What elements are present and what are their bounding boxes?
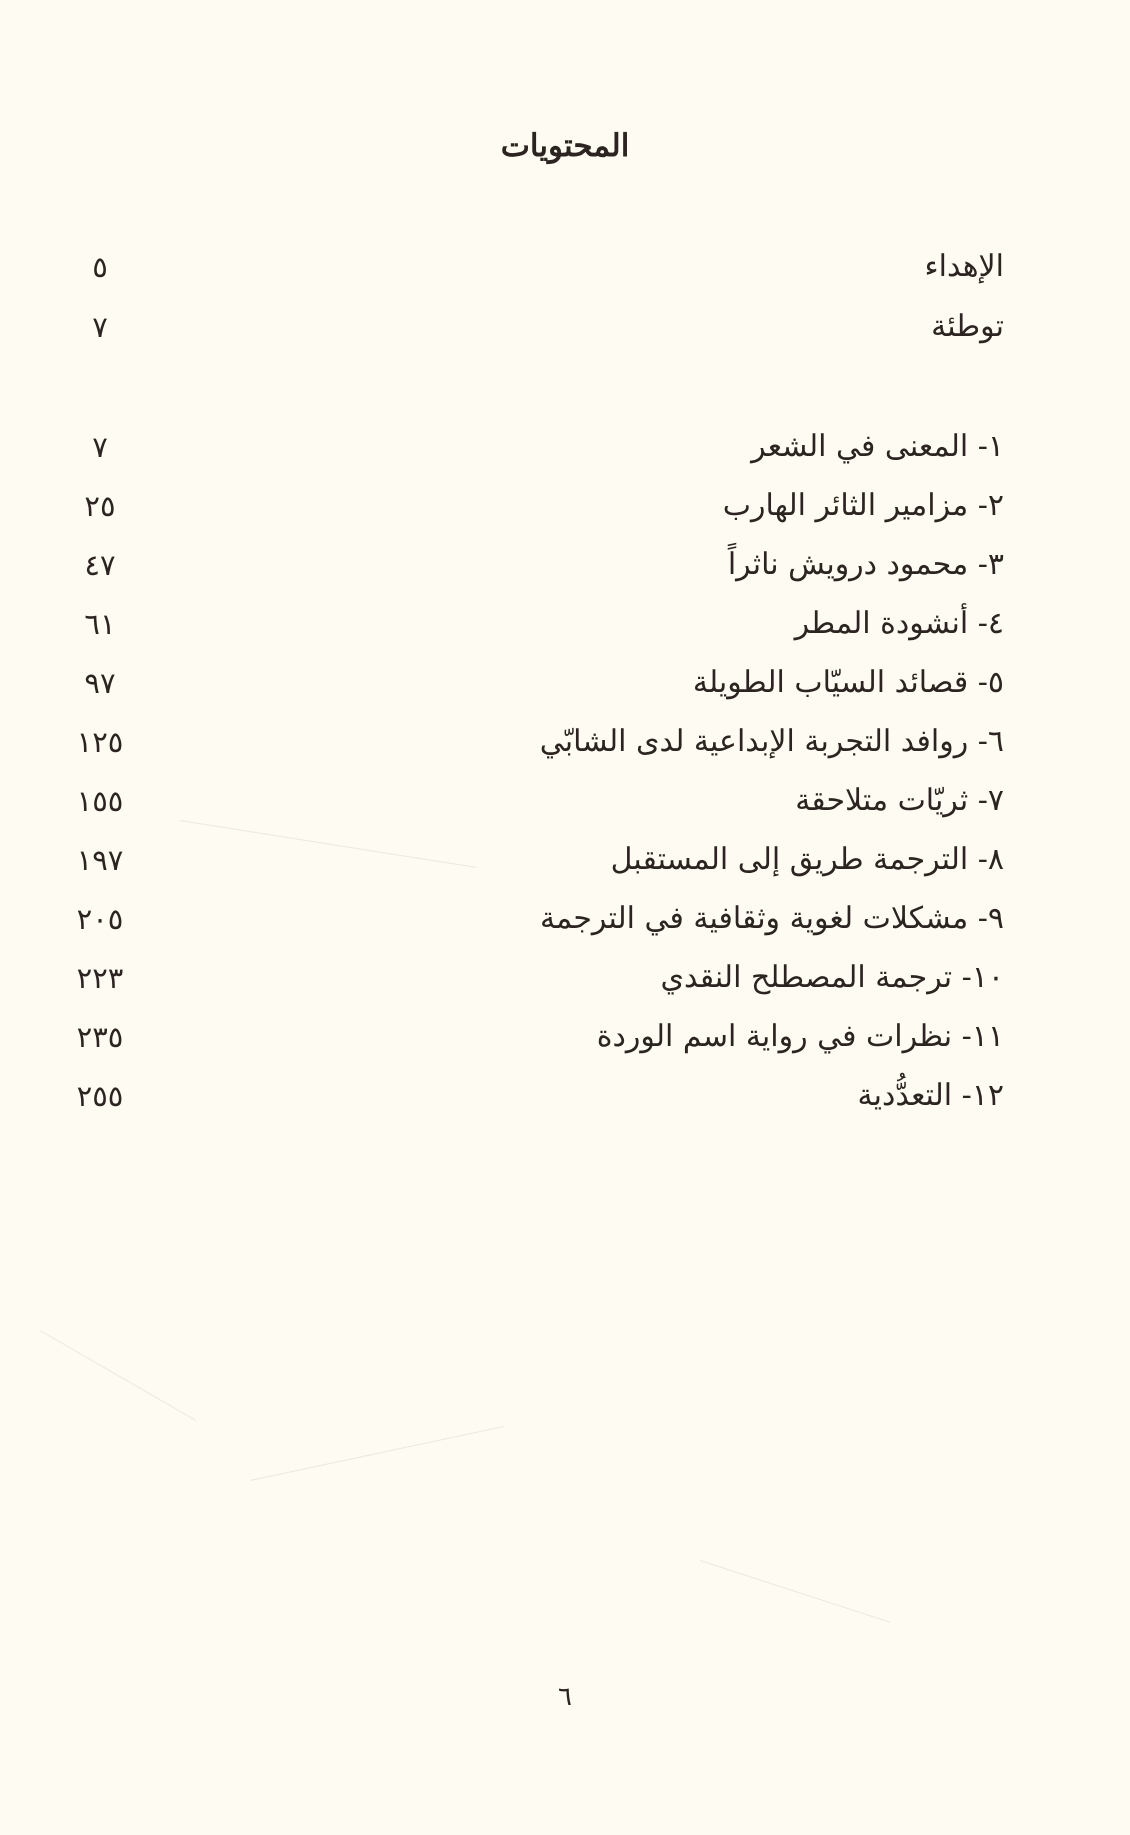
toc-entry-page: ١٢٥ xyxy=(76,725,124,759)
toc-entry-page: ٦١ xyxy=(84,607,116,641)
toc-entry-page: ١٩٧ xyxy=(76,843,124,877)
toc-entry-label: ٢- مزامير الثائر الهارب xyxy=(722,488,1004,523)
toc-entry-chapter-12 xyxy=(0,1074,1130,1118)
toc-entry-label: ١- المعنى في الشعر xyxy=(751,429,1004,464)
toc-entry-page: ٢٣٥ xyxy=(76,1020,124,1054)
toc-entry-page: ٢٢٣ xyxy=(76,961,124,995)
toc-entry-chapter-1 xyxy=(0,425,1130,469)
toc-entry-label: توطئة xyxy=(931,309,1004,344)
toc-entry-page: ٢٠٥ xyxy=(76,902,124,936)
toc-entry-label: ٤- أنشودة المطر xyxy=(794,606,1004,641)
toc-entry-label: ٨- الترجمة طريق إلى المستقبل xyxy=(610,842,1004,877)
toc-entry-label: ٦- روافد التجربة الإبداعية لدى الشابّي xyxy=(539,724,1004,759)
toc-entry-chapter-3 xyxy=(0,543,1130,587)
toc-entry-page: ٧ xyxy=(92,430,108,464)
toc-entry-chapter-4 xyxy=(0,602,1130,646)
toc-entry-chapter-5 xyxy=(0,661,1130,705)
page-title: المحتويات xyxy=(500,128,630,164)
toc-entry-page: ٧ xyxy=(92,310,108,344)
toc-entry-label: ١١- نظرات في رواية اسم الوردة xyxy=(596,1019,1004,1054)
toc-entry-dedication xyxy=(0,245,1130,289)
toc-entry-label: الإهداء xyxy=(924,249,1004,284)
toc-entry-page: ١٥٥ xyxy=(76,784,124,818)
toc-entry-page: ٩٧ xyxy=(84,666,116,700)
toc-entry-page: ٤٧ xyxy=(84,548,116,582)
toc-entry-chapter-9 xyxy=(0,897,1130,941)
toc-entry-chapter-2 xyxy=(0,484,1130,528)
toc-entry-page: ٢٥٥ xyxy=(76,1079,124,1113)
toc-entry-label: ٩- مشكلات لغوية وثقافية في الترجمة xyxy=(539,901,1004,936)
page-number: ٦ xyxy=(558,1682,572,1712)
toc-entry-chapter-8 xyxy=(0,838,1130,882)
toc-entry-chapter-11 xyxy=(0,1015,1130,1059)
toc-entry-label: ١٢- التعدُّدية xyxy=(857,1078,1004,1113)
toc-entry-chapter-10 xyxy=(0,956,1130,1000)
toc-entry-chapter-6 xyxy=(0,720,1130,764)
toc-entry-label: ٣- محمود درويش ناثراً xyxy=(727,547,1004,582)
toc-entry-preface xyxy=(0,305,1130,349)
toc-entry-page: ٥ xyxy=(92,250,108,284)
toc-entry-label: ٧- ثريّات متلاحقة xyxy=(795,783,1004,818)
toc-entry-label: ٥- قصائد السيّاب الطويلة xyxy=(692,665,1004,700)
toc-entry-chapter-7 xyxy=(0,779,1130,823)
toc-entry-label: ١٠- ترجمة المصطلح النقدي xyxy=(660,960,1004,995)
toc-entry-page: ٢٥ xyxy=(84,489,116,523)
